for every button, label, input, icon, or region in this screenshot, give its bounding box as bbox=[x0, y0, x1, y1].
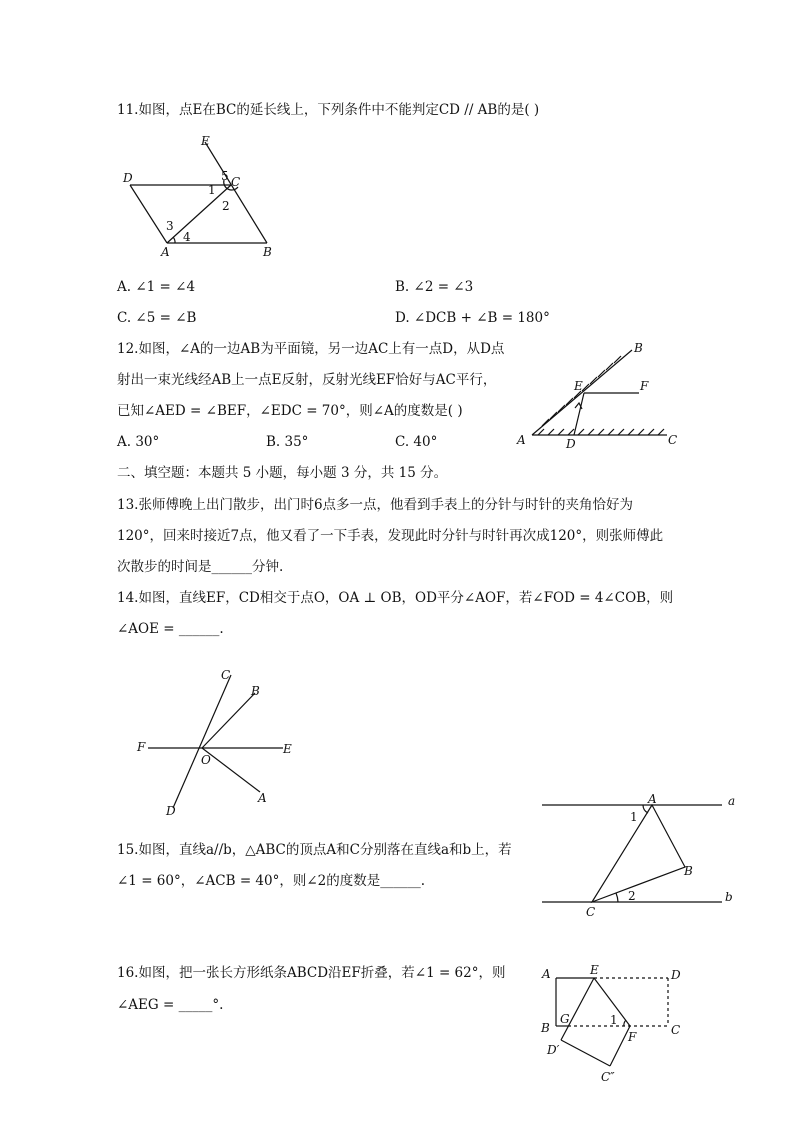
label-2: 2 bbox=[222, 199, 230, 213]
q13-line1: 13.张师傅晚上出门散步，出门时6点多一点，他看到手表上的分针与时针的夹角恰好为 bbox=[117, 497, 634, 513]
label-b: B bbox=[684, 864, 693, 878]
label-1: 1 bbox=[208, 183, 216, 197]
label-c: C bbox=[231, 175, 241, 189]
label-f: F bbox=[137, 740, 146, 754]
q13-line2: 120°，回来时接近7点，他又看了一下手表，发现此时分针与时针再次成120°，则张师傅此 bbox=[117, 528, 664, 544]
label-o: O bbox=[201, 753, 211, 767]
label-line-a: a bbox=[728, 794, 736, 808]
label-d: D bbox=[166, 804, 176, 818]
segment-c-prime-f bbox=[610, 1026, 630, 1066]
label-1: 1 bbox=[610, 1013, 618, 1027]
q12-figure bbox=[512, 340, 682, 450]
segment-d-prime-c-prime bbox=[561, 1040, 610, 1066]
q12-option-b: B. 35° bbox=[266, 434, 309, 450]
label-a: A bbox=[542, 967, 551, 981]
q11-figure bbox=[115, 130, 295, 260]
label-b: B bbox=[263, 245, 272, 259]
label-a: A bbox=[258, 791, 267, 805]
line-cd bbox=[173, 675, 231, 808]
angle-1-arc bbox=[624, 1020, 626, 1026]
q13-line3: 次散步的时间是______分钟. bbox=[117, 559, 284, 575]
label-e: E bbox=[201, 134, 210, 148]
label-4: 4 bbox=[183, 230, 191, 244]
q15-line1: 15.如图，直线a//b，△ABC的顶点A和C分别落在直线a和b上，若 bbox=[117, 842, 512, 858]
q11-option-a: A. ∠1 = ∠4 bbox=[117, 279, 196, 295]
q12-line2: 射出一束光线经AB上一点E反射，反射光线EF恰好与AC平行， bbox=[117, 372, 497, 388]
q16-line1: 16.如图，把一张长方形纸条ABCD沿EF折叠，若∠1 = 62°，则 bbox=[117, 965, 506, 981]
q12-option-c: C. 40° bbox=[395, 434, 438, 450]
label-e: E bbox=[283, 742, 292, 756]
section-2-heading: 二、填空题：本题共 5 小题，每小题 3 分，共 15 分。 bbox=[117, 465, 448, 481]
q15-line2: ∠1 = 60°，∠ACB = 40°，则∠2的度数是______. bbox=[117, 873, 426, 889]
segment-da bbox=[130, 185, 167, 243]
label-f: F bbox=[640, 379, 649, 393]
label-3: 3 bbox=[166, 219, 174, 233]
angle-arc-a bbox=[173, 237, 175, 243]
label-2: 2 bbox=[628, 889, 636, 903]
line-ac-hatch bbox=[538, 429, 664, 435]
label-d: D bbox=[123, 171, 133, 185]
q11-stem: 11.如图，点E在BC的延长线上，下列条件中不能判定CD // AB的是( ) bbox=[117, 102, 540, 118]
q16-line2: ∠AEG = _____°. bbox=[117, 997, 224, 1013]
label-b: B bbox=[541, 1021, 550, 1035]
triangle-abc bbox=[592, 805, 685, 902]
label-c: C bbox=[586, 905, 596, 919]
label-d-prime: D′ bbox=[547, 1043, 560, 1057]
label-g: G bbox=[560, 1012, 570, 1026]
label-a: A bbox=[648, 792, 657, 806]
label-d: D bbox=[671, 968, 681, 982]
label-d: D bbox=[566, 437, 576, 450]
q11-option-b: B. ∠2 = ∠3 bbox=[395, 279, 474, 295]
label-b: B bbox=[251, 684, 260, 698]
segment-ed-prime bbox=[561, 978, 594, 1040]
q12-line1: 12.如图，∠A的一边AB为平面镜，另一边AC上有一点D，从D点 bbox=[117, 341, 505, 357]
label-c: C bbox=[221, 668, 231, 682]
q14-line1: 14.如图，直线EF，CD相交于点O，OA ⊥ OB，OD平分∠AOF，若∠FOD = 4∠COB，则 bbox=[117, 590, 674, 606]
q11-option-c: C. ∠5 = ∠B bbox=[117, 310, 197, 326]
label-f: F bbox=[628, 1030, 637, 1044]
label-b: B bbox=[634, 341, 643, 355]
q12-line3: 已知∠AED = ∠BEF，∠EDC = 70°，则∠A的度数是( ) bbox=[117, 403, 463, 419]
label-c: C bbox=[671, 1023, 681, 1037]
label-5: 5 bbox=[221, 169, 229, 183]
ray-ob bbox=[202, 693, 255, 748]
q12-option-a: A. 30° bbox=[117, 434, 160, 450]
label-1: 1 bbox=[630, 810, 638, 824]
label-e: E bbox=[590, 963, 599, 977]
label-line-b: b bbox=[725, 890, 733, 904]
segment-ac bbox=[167, 185, 231, 243]
q16-figure bbox=[538, 962, 698, 1087]
angle-2-arc bbox=[616, 893, 618, 902]
ray-de bbox=[574, 393, 584, 435]
q14-figure bbox=[133, 665, 313, 820]
q15-figure bbox=[532, 790, 742, 920]
label-c: C bbox=[668, 433, 678, 447]
q14-line2: ∠AOE = ______. bbox=[117, 621, 224, 637]
label-a: A bbox=[517, 433, 526, 447]
label-e: E bbox=[574, 379, 583, 393]
q11-option-d: D. ∠DCB + ∠B = 180° bbox=[395, 310, 550, 326]
label-c-prime: C″ bbox=[601, 1070, 615, 1084]
label-a: A bbox=[161, 245, 170, 259]
